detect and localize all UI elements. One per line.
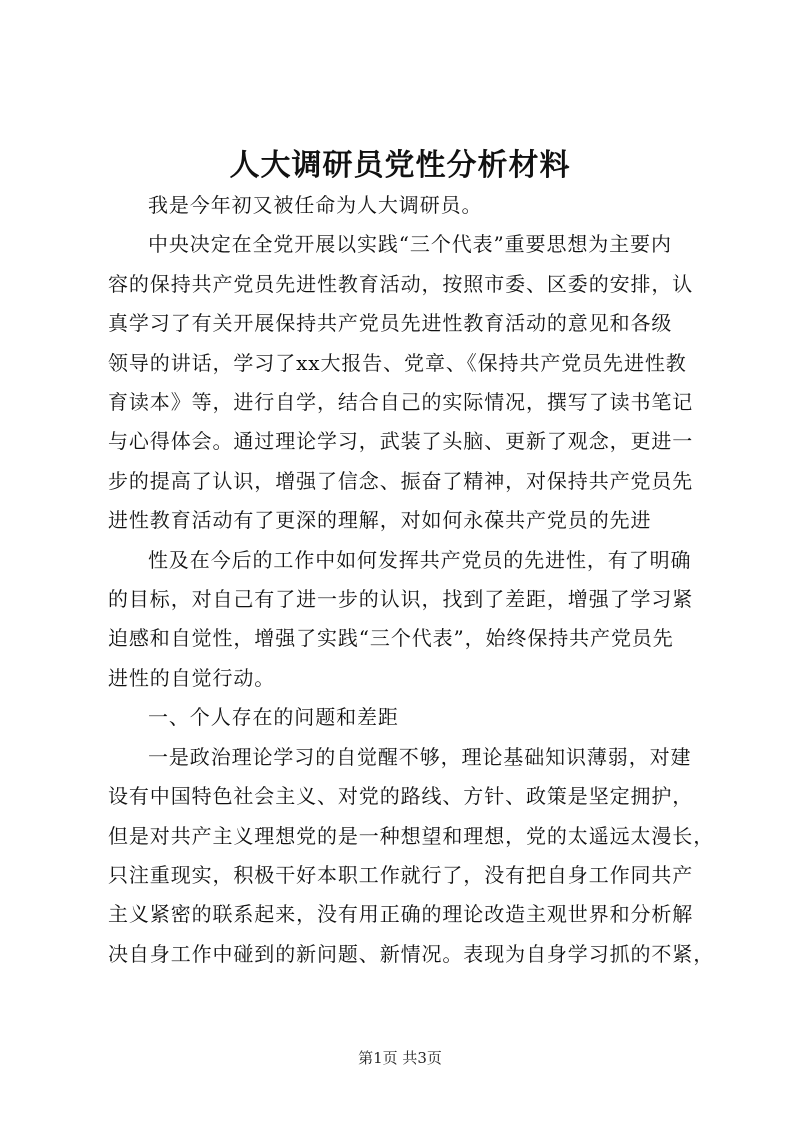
document-body bbox=[108, 186, 715, 974]
text-line: 步的提高了认识，增强了信念、振奋了精神，对保持共产党员先 bbox=[108, 468, 694, 493]
section-heading: 一、个人存在的问题和差距 bbox=[148, 705, 399, 730]
text-line: 一是政治理论学习的自觉醒不够，理论基础知识薄弱，对建 bbox=[148, 744, 692, 769]
text-line: 性及在今后的工作中如何发挥共产党员的先进性，有了明确 bbox=[148, 547, 692, 572]
text-line: 育读本》等，进行自学，结合自己的实际情况，撰写了读书笔记 bbox=[108, 390, 694, 415]
text-line: 中央决定在全党开展以实践“三个代表”重要思想为主要内 bbox=[148, 232, 672, 257]
document-title: 人大调研员党性分析材料 bbox=[229, 148, 571, 183]
text-line: 与心得体会。通过理论学习，武装了头脑、更新了观念，更进一 bbox=[108, 429, 694, 454]
text-line: 主义紧密的联系起来，没有用正确的理论改造主观世界和分析解 bbox=[108, 902, 694, 927]
text-line: 只注重现实，积极干好本职工作就行了，没有把自身工作同共产 bbox=[108, 862, 694, 887]
text-line: 我是今年初又被任命为人大调研员。 bbox=[148, 193, 483, 217]
text-line: 但是对共产主义理想党的是一种想望和理想，党的太遥远太漫长， bbox=[108, 823, 715, 848]
text-line: 迫感和自觉性，增强了实践“三个代表”，始终保持共产党员先 bbox=[108, 626, 674, 651]
text-line: 领导的讲话，学习了xx大报告、党章、《保持共产党员先进性教 bbox=[108, 350, 687, 375]
text-line: 进性教育活动有了更深的理解，对如何永葆共产党员的先进 bbox=[108, 508, 652, 533]
page-number-footer: 第1页 共3页 bbox=[358, 1049, 442, 1067]
text-line: 的目标，对自己有了进一步的认识，找到了差距，增强了学习紧 bbox=[108, 587, 694, 612]
text-line: 决自身工作中碰到的新问题、新情况。表现为自身学习抓的不紧， bbox=[108, 941, 715, 966]
text-line: 真学习了有关开展保持共产党员先进性教育活动的意见和各级 bbox=[108, 311, 673, 336]
text-line: 容的保持共产党员先进性教育活动，按照市委、区委的安排，认 bbox=[108, 271, 694, 296]
text-line: 进性的自觉行动。 bbox=[108, 665, 276, 690]
text-line: 设有中国特色社会主义、对党的路线、方针、政策是坚定拥护， bbox=[108, 784, 694, 809]
